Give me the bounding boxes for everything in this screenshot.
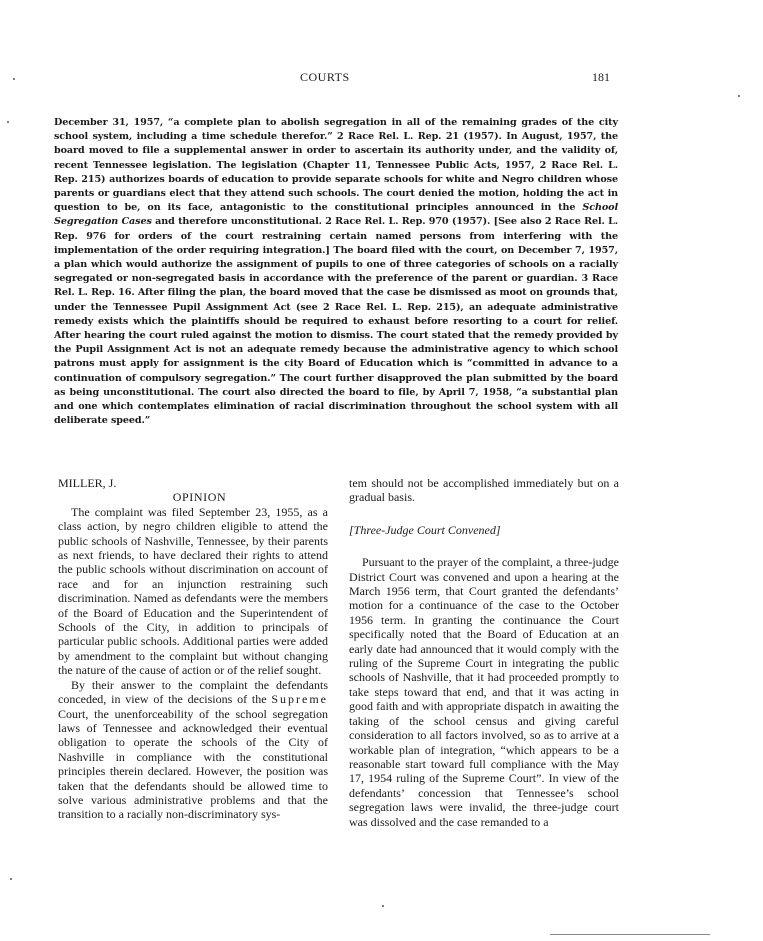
scan-speck [382, 905, 384, 907]
scan-speck [738, 95, 740, 97]
headnote-text-1: December 31, 1957, “a complete plan to abolish segregation in all of the remaining grades of the city school system, including a time schedule therefor.” 2 Race Rel. L. Rep. 21 (1957). In August, 1957, the board moved to file a supplemental answer in order to ascertain its authority under, and the validity of, recent Tennessee legislation. The legislation (Chapter 11, Tennessee Public Acts, 1957, 2 Race Rel. L. Rep. 215) authorizes boards of education to provide separate schools for white and Negro children whose parents or guardians elect that they attend such schools. The court denied the motion, holding the act in question to be, on its face, antagonistic to the constitutional principles announced in the [54, 117, 618, 214]
page-header [0, 70, 763, 90]
judge-name: MILLER, J. [58, 476, 117, 490]
opinion-paragraph-1: The complaint was filed September 23, 1955, as a class action, by negro children eligible to attend the public schools of Nashville, Tennessee, by their parents as next friends, to have declared their rights to attend the public schools without discrimination on account of race and for an injunction restraining such discrimination. Named as defendants were the members of the Board of Education and the Superintendent of Schools of the City, in addition to principals of particular public schools. Additional parties were added by amendment to the complaint but without changing the nature of the cause of action or of the relief sought. [58, 504, 328, 678]
scan-speck [10, 878, 12, 880]
headnote-paragraph [54, 116, 618, 428]
page-number: 181 [592, 70, 610, 84]
headnote-text-2: and therefore unconstitutional. 2 Race Rel. L. Rep. 970 (1957). [See also 2 Race Rel. L. Rep. 976 for orders of the court restraining certain named persons from interfering with the implementation of the order requiring integration.] The board filed with the court, on December 7, 1957, a plan which would authorize the assignment of pupils to one of three categories of schools on a racially segregated or non-segregated basis in accordance with the preference of the parent or guardian. 3 Race Rel. L. Rep. 16. After filing the plan, the board moved that the case be dismissed as moot on grounds that, under the Tennessee Pupil Assignment Act (see 2 Race Rel. L. Rep. 215), an adequate administrative remedy exists which the plaintiffs should be required to exhaust before resorting to a court for relief. After hearing the court ruled against the motion to dismiss. The court stated that the remedy provided by the Pupil Assignment Act is not an adequate remedy because the administrative agency to which school patrons must apply for assignment is the city Board of Education which is “committed in advance to a continuation of compulsory segregation.” The court further disapproved the plan submitted by the board as being unconstitutional. The court also directed the board to file, by April 7, 1958, “a substantial plan and one which contemplates elimination of racial discrimination throughout the school system with all deliberate speed.” [54, 216, 618, 427]
left-column [58, 476, 328, 822]
continuation-text: tem should not be accomplished immediately but on a gradual basis. [349, 476, 619, 505]
paragraph-2-spaced-word: Supreme [271, 692, 328, 707]
bottom-rule [550, 934, 710, 935]
headnote-case-name: School Segregation Cases [54, 202, 618, 228]
opinion-paragraph-3: Pursuant to the prayer of the complaint, a three-judge District Court was convened and upon a hearing at the March 1956 term, that Court granted the defendants’ motion for a continuance of the case to the October 1956 term. In granting the continuance the Court specifically noted that the Board of Education at an early date had announced that it would comply with the ruling of the Supreme Court in integrating the public schools of Nashville, that it had proceeded promptly to take steps toward that end, and that it was acting in good faith and with appropriate dispatch in awaiting the taking of the school census and giving careful consideration to all factors involved, so as to arrive at a workable plan of integration, “which appears to be a reasonable start toward full compliance with the May 17, 1954 ruling of the Supreme Court”. In view of the defendants’ concession that Tennessee’s school segregation laws were invalid, the three-judge court was dissolved and the case remanded to a [349, 555, 619, 829]
scan-speck [7, 121, 9, 123]
scan-speck [13, 78, 15, 80]
opinion-heading: OPINION [172, 490, 227, 505]
paragraph-2-part-b: Court, the unenforceability of the school segregation laws of Tennessee and acknowledged their eventual obligation to operate the schools of the City of Nashville in compliance with the constitutional principles therein declared. However, the position was taken that the defendants should be allowed time to solve various administrative problems and that the transition to a racially non-discriminatory sys- [58, 706, 328, 822]
paragraph-2-part-a: By their answer to the complaint the defendants conceded, in view of the decisions of the [58, 677, 328, 707]
running-head: COURTS [300, 70, 350, 84]
right-column [349, 476, 619, 829]
opinion-paragraph-2 [58, 678, 328, 822]
section-subheading: [Three-Judge Court Convened] [349, 522, 501, 537]
